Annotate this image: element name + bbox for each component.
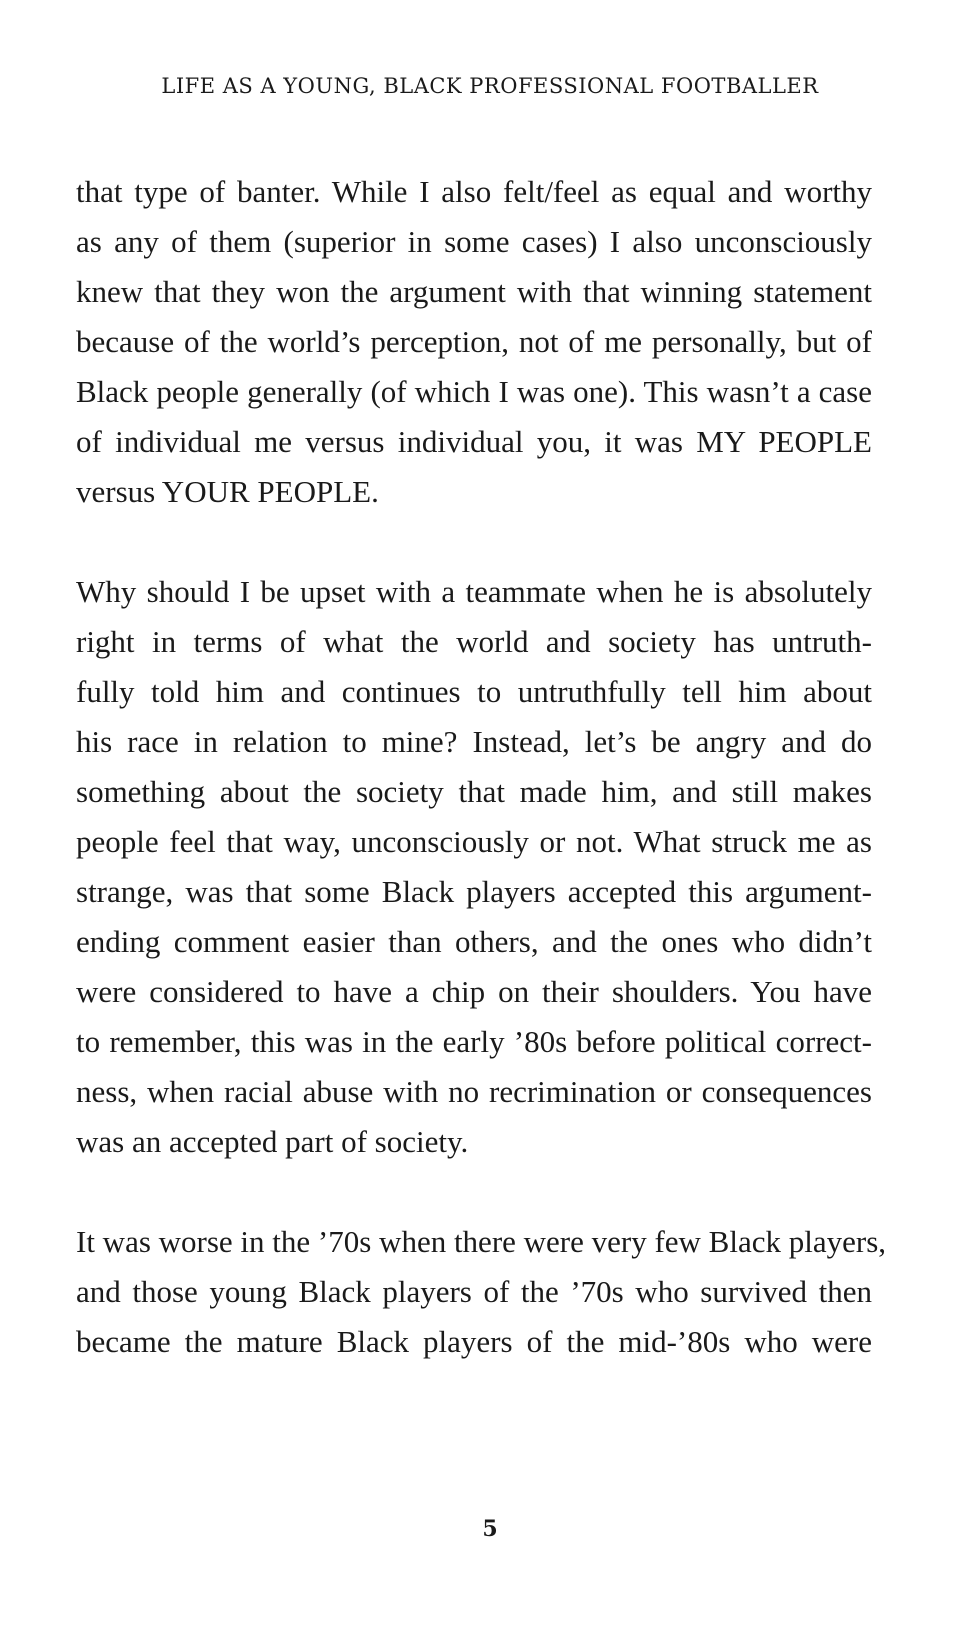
text-line: to remember, this was in the early ’80s before political correct- (76, 1024, 872, 1059)
paragraph-gap (76, 517, 872, 567)
text-line: became the mature Black players of the mid-’80s who were (76, 1324, 872, 1359)
text-line: as any of them (superior in some cases) I also unconsciously (76, 224, 872, 259)
paragraph-gap (76, 1167, 872, 1217)
running-header: LIFE AS A YOUNG, BLACK PROFESSIONAL FOOTBALLER (161, 74, 819, 98)
text-line: his race in relation to mine? Instead, let’s be angry and do (76, 724, 872, 759)
text-line: ending comment easier than others, and the ones who didn’t (76, 924, 872, 959)
text-line: ness, when racial abuse with no recrimination or consequences (76, 1074, 872, 1109)
text-line: right in terms of what the world and society has untruth- (76, 624, 872, 659)
text-line: knew that they won the argument with that winning statement (76, 274, 872, 309)
text-line: Black people generally (of which I was one). This wasn’t a case (76, 374, 872, 409)
text-line: Why should I be upset with a teammate when he is absolutely (76, 574, 872, 609)
paragraph-1 (76, 167, 872, 517)
body-text (76, 167, 887, 1367)
text-line: of individual me versus individual you, it was MY PEOPLE (76, 424, 872, 459)
paragraph-3 (76, 1217, 887, 1367)
text-line: versus YOUR PEOPLE. (76, 474, 379, 509)
text-line: something about the society that made him, and still makes (76, 774, 872, 809)
page-number: 5 (482, 1516, 498, 1542)
text-line: people feel that way, unconsciously or not. What struck me as (76, 824, 872, 859)
text-line: was an accepted part of society. (76, 1124, 469, 1159)
text-line: that type of banter. While I also felt/feel as equal and worthy (76, 174, 872, 209)
paragraph-2 (76, 567, 872, 1167)
text-line: because of the world’s perception, not of me personally, but of (76, 324, 872, 359)
text-line: fully told him and continues to untruthfully tell him about (76, 674, 872, 709)
text-line: It was worse in the ’70s when there were very few Black players, (76, 1224, 887, 1259)
text-line: and those young Black players of the ’70s who survived then (76, 1274, 872, 1309)
text-line: were considered to have a chip on their shoulders. You have (76, 974, 872, 1009)
text-line: strange, was that some Black players accepted this argument- (76, 874, 872, 909)
